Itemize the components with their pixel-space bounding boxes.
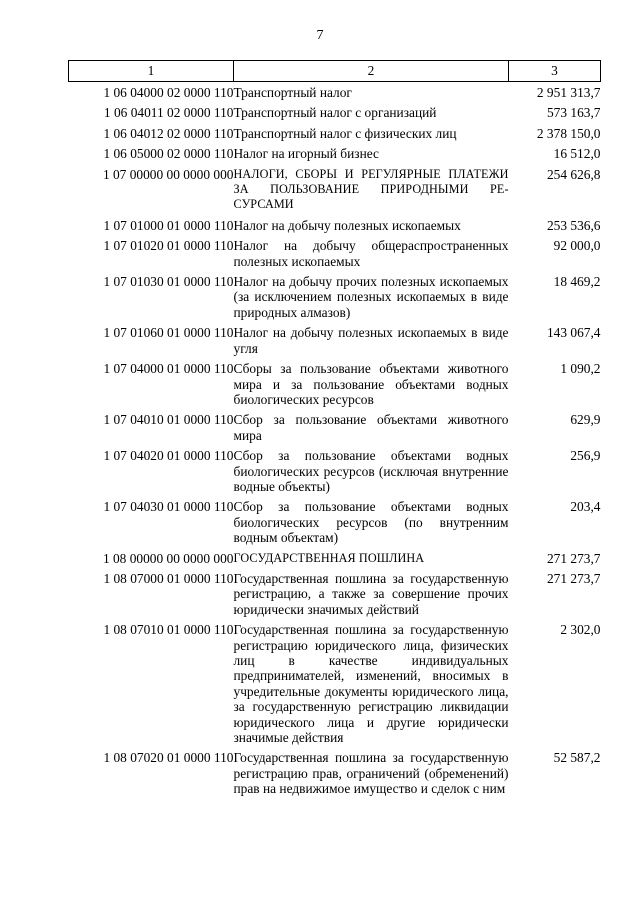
name-cell: Налог на добычу прочих полезных ископаемых (за исключением полезных ископаемых в виде природных алмазов) [233, 274, 509, 320]
code-cell: 1 07 01060 01 0000 110 [103, 325, 234, 341]
table-row [69, 571, 601, 622]
column-header-name: 2 [234, 61, 509, 82]
name-cell: Сбор за пользование объектами водных биологических ресурсов (по внутренним водным объектам) [233, 499, 509, 546]
code-cell: 1 06 04011 02 0000 110 [103, 105, 234, 121]
code-cell: 1 07 04000 01 0000 110 [103, 361, 234, 377]
amount-cell: 271 273,7 [546, 550, 601, 566]
amount-cell: 271 273,7 [546, 570, 601, 586]
name-cell: Сбор за пользование объектами водных биологических ресурсов (исключая внутренние водные объекты) [233, 448, 509, 494]
amount-cell: 2 951 313,7 [536, 85, 601, 100]
code-cell: 1 08 07010 01 0000 110 [103, 622, 234, 638]
name-cell: Государственная пошлина за государственную регистрацию, а также за совершение прочих юридически значимых действий [233, 570, 509, 617]
table-row [69, 146, 601, 166]
code-cell: 1 07 04010 01 0000 110 [103, 412, 234, 428]
amount-cell: 254 626,8 [546, 166, 601, 182]
table-row [69, 499, 601, 550]
code-cell: 1 06 05000 02 0000 110 [103, 146, 234, 162]
page-number: 7 [316, 28, 324, 43]
amount-cell: 253 536,6 [546, 217, 601, 233]
code-cell: 1 06 04012 02 0000 110 [103, 125, 234, 141]
name-cell: Сборы за пользование объектами животного мира и за пользование объектами водных биологических ресурсов [233, 361, 509, 407]
name-cell: Налог на добычу общераспространенных полезных ископаемых [233, 238, 509, 269]
table-row [69, 750, 601, 801]
code-cell: 1 08 00000 00 0000 000 [102, 550, 234, 566]
name-cell: Государственная пошлина за государственную регистрацию юридического лица, физических лиц в качестве индивидуальных предпринимателей, изменений, вносимых в учредительные документы юридического лица, за государственную регистрацию ликвидации юридического лица и другие юридически значимые действия [233, 622, 509, 746]
name-cell: Государственная пошлина за государственную регистрацию прав, ограничений (обременений) прав на недвижимое имущество и сделок с ним [233, 750, 509, 797]
name-cell: Транспортный налог с организаций [233, 105, 437, 121]
amount-cell: 18 469,2 [553, 274, 601, 290]
column-header-code: 1 [69, 61, 234, 82]
name-cell: Налог на добычу полезных ископаемых [233, 217, 461, 233]
code-cell: 1 07 04030 01 0000 110 [103, 499, 234, 515]
code-cell: 1 07 01030 01 0000 110 [103, 274, 234, 290]
name-cell: Налог на игорный бизнес [233, 146, 379, 162]
table-header [69, 61, 601, 82]
header-row [69, 61, 601, 82]
table-row [69, 274, 601, 325]
code-cell: 1 08 07000 01 0000 110 [103, 570, 234, 586]
table-row [69, 361, 601, 412]
table-row [69, 82, 601, 106]
budget-table [68, 60, 601, 802]
amount-cell: 203,4 [570, 499, 601, 515]
amount-cell: 573 163,7 [546, 105, 601, 121]
name-cell: НАЛОГИ, СБОРЫ И РЕГУЛЯРНЫЕ ПЛАТЕЖИ ЗА ПОЛЬЗОВАНИЕ ПРИРОДНЫМИ РЕСУРСАМИ [233, 166, 509, 212]
code-cell: 1 08 07020 01 0000 110 [103, 750, 234, 766]
amount-cell: 1 090,2 [560, 361, 601, 377]
table-row [69, 551, 601, 571]
name-cell: Сбор за пользование объектами животного мира [233, 412, 509, 443]
name-cell: Транспортный налог [233, 85, 352, 100]
table-row [69, 126, 601, 146]
code-cell: 1 07 04020 01 0000 110 [103, 448, 234, 464]
amount-cell: 143 067,4 [546, 325, 601, 341]
amount-cell: 16 512,0 [553, 146, 601, 162]
table-row [69, 448, 601, 499]
code-cell: 1 06 04000 02 0000 110 [103, 85, 234, 100]
name-cell: Налог на добычу полезных ископаемых в виде угля [233, 325, 509, 356]
table-row [69, 167, 601, 218]
column-header-amount: 3 [509, 61, 601, 82]
code-cell: 1 07 01020 01 0000 110 [103, 238, 234, 254]
table-row [69, 412, 601, 448]
table-row [69, 238, 601, 274]
table-row [69, 218, 601, 238]
name-cell: ГОСУДАРСТВЕННАЯ ПОШЛИНА [233, 550, 425, 565]
amount-cell: 52 587,2 [553, 750, 601, 766]
table-row [69, 105, 601, 125]
amount-cell: 256,9 [570, 448, 601, 464]
amount-cell: 92 000,0 [553, 238, 601, 254]
table-row [69, 622, 601, 750]
amount-cell: 2 378 150,0 [536, 125, 601, 141]
code-cell: 1 07 00000 00 0000 000 [102, 166, 234, 182]
amount-cell: 2 302,0 [560, 622, 601, 638]
amount-cell: 629,9 [570, 412, 601, 428]
table-row [69, 325, 601, 361]
code-cell: 1 07 01000 01 0000 110 [103, 217, 234, 233]
table-body [69, 82, 601, 802]
name-cell: Транспортный налог с физических лиц [233, 125, 457, 141]
